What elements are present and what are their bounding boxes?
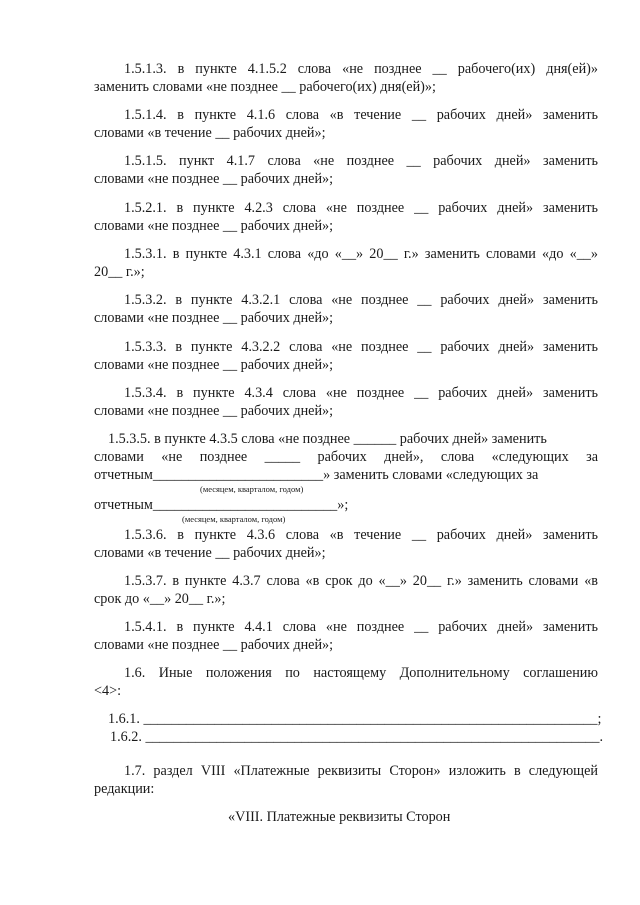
word: дней», — [384, 449, 424, 465]
paragraph-1-5-3-2 — [94, 291, 598, 327]
word: рабочих — [317, 449, 367, 465]
paragraph-1-5-3-5-line2 — [94, 448, 598, 466]
paragraph-first-line: 1.5.1.5. пункт 4.1.7 слова «не позднее __ рабочих дней» заменить — [124, 153, 598, 169]
paragraph-1-5-3-1 — [94, 245, 598, 281]
paragraph-first-line: 1.5.3.2. в пункте 4.3.2.1 слова «не позднее __ рабочих дней» заменить — [124, 292, 598, 308]
paragraph-1-5-1-3 — [94, 60, 598, 96]
paragraph-continuation: словами «в течение __ рабочих дней»; — [94, 125, 326, 141]
paragraph-1-5-3-3 — [94, 338, 598, 374]
section-title: «VIII. Платежные реквизиты Сторон — [228, 809, 451, 825]
word: _____ — [264, 449, 301, 465]
paragraph-continuation: словами «не позднее __ рабочих дней»; — [94, 218, 334, 234]
paragraph-1-5-3-5-line4: отчетным__________________________»; — [94, 497, 349, 513]
paragraph-first-line: 1.5.4.1. в пункте 4.4.1 слова «не позднее __ рабочих дней» заменить — [124, 619, 598, 635]
paragraph-first-line: 1.5.3.6. в пункте 4.3.6 слова «в течение __ рабочих дней» заменить — [124, 527, 598, 543]
paragraph-first-line: 1.6. Иные положения по настоящему Дополнительному соглашению — [124, 665, 598, 681]
word: слова — [440, 449, 475, 465]
paragraph-first-line: 1.7. раздел VIII «Платежные реквизиты Сторон» изложить в следующей — [124, 763, 598, 779]
paragraph-1-6 — [94, 664, 598, 700]
fill-in-blank: ________________________________________________________________; — [143, 711, 602, 727]
paragraph-continuation: 20__ г.»; — [94, 264, 145, 280]
paragraph-1-5-3-5-line1: 1.5.3.5. в пункте 4.3.5 слова «не позднее ______ рабочих дней» заменить — [108, 431, 547, 447]
paragraph-first-line: 1.5.3.4. в пункте 4.3.4 слова «не позднее __ рабочих дней» заменить — [124, 385, 598, 401]
paragraph-1-5-3-5-line3: отчетным________________________» заменить словами «следующих за — [94, 467, 539, 483]
paragraph-first-line: 1.5.3.1. в пункте 4.3.1 слова «до «__» 20__ г.» заменить словами «до «__» — [124, 246, 598, 262]
paragraph-1-5-2-1 — [94, 199, 598, 235]
word: позднее — [199, 449, 248, 465]
blank-line-1-6-2 — [110, 728, 603, 746]
paragraph-1-5-3-7 — [94, 572, 598, 608]
paragraph-1-5-3-4 — [94, 384, 598, 420]
paragraph-continuation: словами «не позднее __ рабочих дней»; — [94, 637, 334, 653]
paragraph-first-line: 1.5.2.1. в пункте 4.2.3 слова «не позднее __ рабочих дней» заменить — [124, 200, 598, 216]
paragraph-1-5-3-6 — [94, 526, 598, 562]
paragraph-continuation: редакции: — [94, 781, 155, 797]
blank-hint-period: (месяцем, кварталом, годом) — [200, 484, 304, 494]
paragraph-continuation: <4>: — [94, 683, 122, 699]
blank-line-1-6-1 — [108, 710, 601, 728]
word: «следующих — [491, 449, 569, 465]
word: словами — [94, 449, 144, 465]
paragraph-first-line: 1.5.3.3. в пункте 4.3.2.2 слова «не позднее __ рабочих дней» заменить — [124, 339, 598, 355]
paragraph-1-5-4-1 — [94, 618, 598, 654]
blank-hint-period: (месяцем, кварталом, годом) — [182, 514, 286, 524]
blank-label: 1.6.1. — [108, 711, 144, 727]
paragraph-1-7 — [94, 762, 598, 798]
paragraph-continuation: заменить словами «не позднее __ рабочего(их) дня(ей)»; — [94, 79, 436, 95]
paragraph-first-line: 1.5.1.4. в пункте 4.1.6 слова «в течение __ рабочих дней» заменить — [124, 107, 598, 123]
paragraph-continuation: словами «не позднее __ рабочих дней»; — [94, 357, 334, 373]
paragraph-first-line: 1.5.3.7. в пункте 4.3.7 слова «в срок до «__» 20__ г.» заменить словами «в — [124, 573, 598, 589]
paragraph-continuation: срок до «__» 20__ г.»; — [94, 591, 226, 607]
paragraph-continuation: словами «в течение __ рабочих дней»; — [94, 545, 326, 561]
paragraph-1-5-1-5 — [94, 152, 598, 188]
blank-label: 1.6.2. — [110, 729, 146, 745]
paragraph-1-5-1-4 — [94, 106, 598, 142]
word: «не — [161, 449, 183, 465]
paragraph-continuation: словами «не позднее __ рабочих дней»; — [94, 403, 334, 419]
paragraph-continuation: словами «не позднее __ рабочих дней»; — [94, 171, 334, 187]
word: за — [586, 449, 599, 465]
paragraph-continuation: словами «не позднее __ рабочих дней»; — [94, 310, 334, 326]
paragraph-first-line: 1.5.1.3. в пункте 4.1.5.2 слова «не позднее __ рабочего(их) дня(ей)» — [124, 61, 598, 77]
fill-in-blank: ________________________________________________________________. — [145, 729, 604, 745]
